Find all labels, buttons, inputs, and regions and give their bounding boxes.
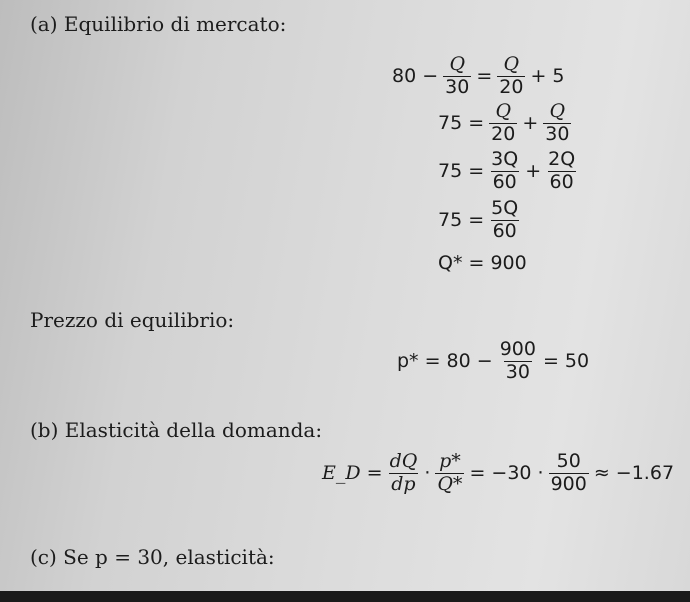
elasticity-frac-2 [435, 452, 464, 495]
elasticity-frac-3-num: 50 [556, 450, 581, 472]
eq1-equals: = [476, 65, 493, 88]
eq1-tail: + 5 [530, 65, 565, 88]
section-a-heading: (a) Equilibrio di mercato: [30, 12, 287, 36]
price-heading: Prezzo di equilibrio: [30, 308, 235, 332]
elasticity-lhs: E_D = [322, 462, 383, 485]
price-equation [397, 340, 589, 383]
eq1-frac-1 [443, 55, 471, 98]
price-frac-den: 30 [505, 360, 530, 383]
eq1-frac-2 [497, 55, 525, 98]
elasticity-frac-1-den: dp [391, 472, 416, 495]
eq3-frac-2-den: 60 [549, 170, 574, 193]
eq1-frac-1-den: 30 [445, 75, 470, 98]
elasticity-frac-2-num: p* [439, 450, 461, 472]
eq1-frac-1-num: Q [449, 53, 466, 75]
eq1-frac-2-num: Q [503, 53, 520, 75]
eq4-frac [489, 199, 520, 242]
elasticity-frac-3-den: 900 [550, 472, 587, 495]
eq2-lhs: 75 = [438, 112, 485, 135]
eq3-frac-1-den: 60 [492, 170, 517, 193]
section-c-heading: (c) Se p = 30, elasticità: [30, 545, 275, 569]
eq3-frac-2 [546, 150, 577, 193]
eq4-frac-num: 5Q [491, 197, 519, 219]
eq3-frac-1-num: 3Q [491, 148, 519, 170]
price-rhs: = 50 [542, 350, 590, 373]
elasticity-mid: = −30 · [469, 462, 544, 485]
eq4-frac-den: 60 [492, 219, 517, 242]
elasticity-dot: · [424, 462, 431, 485]
eq2-frac-2 [543, 102, 571, 145]
eq1-frac-2-den: 20 [499, 75, 524, 98]
eq2-frac-2-num: Q [549, 100, 566, 122]
eq2-frac-1 [489, 102, 517, 145]
eq3-frac-2-num: 2Q [548, 148, 576, 170]
elasticity-frac-1-num: dQ [389, 450, 418, 472]
equation-2 [438, 102, 576, 145]
elasticity-frac-3 [549, 452, 589, 495]
eq3-lhs: 75 = [438, 160, 485, 183]
bottom-edge-bar [0, 591, 690, 602]
eq1-lhs: 80 − [392, 65, 439, 88]
elasticity-equation [322, 452, 674, 495]
equation-5: Q* = 900 [438, 252, 527, 274]
price-frac [498, 340, 538, 383]
eq3-plus: + [525, 160, 542, 183]
equation-3 [438, 150, 582, 193]
eq2-frac-2-den: 30 [545, 122, 570, 145]
equation-4 [438, 199, 525, 242]
elasticity-frac-1 [388, 452, 420, 495]
price-lhs: p* = 80 − [397, 350, 493, 373]
eq2-frac-1-num: Q [495, 100, 512, 122]
elasticity-rhs: ≈ −1.67 [593, 462, 675, 485]
eq4-lhs: 75 = [438, 209, 485, 232]
price-frac-num: 900 [499, 338, 536, 360]
equation-1 [392, 55, 565, 98]
eq2-plus: + [522, 112, 539, 135]
elasticity-frac-2-den: Q* [437, 472, 463, 495]
section-b-heading: (b) Elasticità della domanda: [30, 418, 323, 442]
eq2-frac-1-den: 20 [491, 122, 516, 145]
eq3-frac-1 [489, 150, 520, 193]
